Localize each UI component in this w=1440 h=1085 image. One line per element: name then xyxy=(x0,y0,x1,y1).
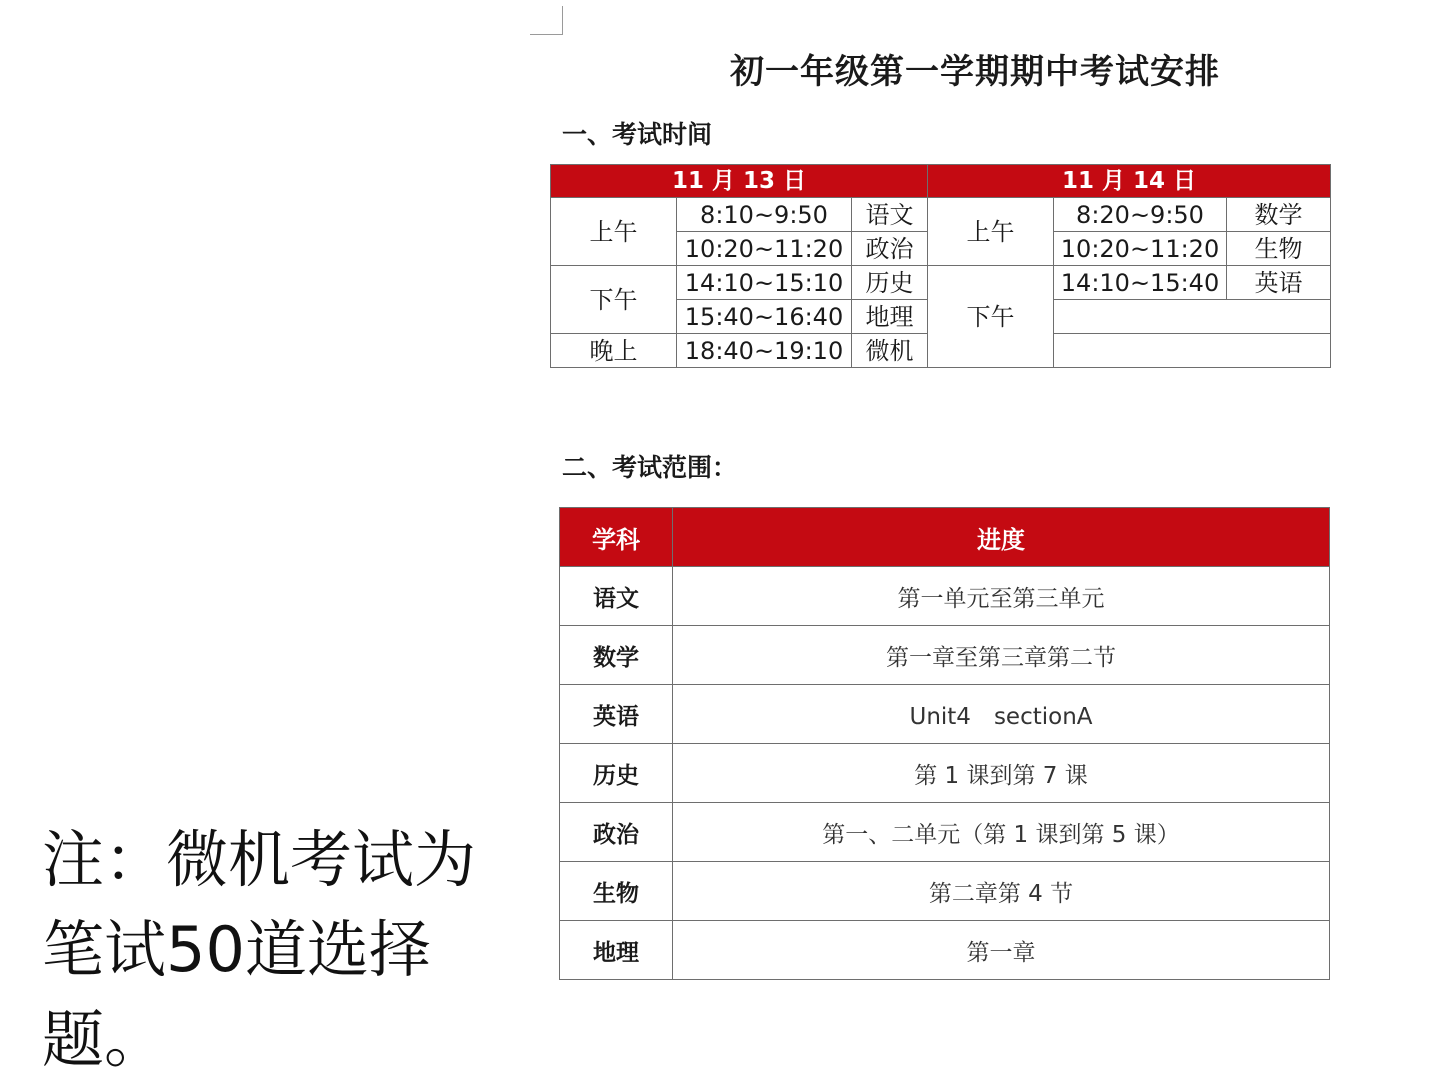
schedule-empty-cell xyxy=(1054,334,1331,368)
scope-subject: 政治 xyxy=(560,803,673,862)
scope-progress: 第一、二单元（第 1 课到第 5 课） xyxy=(673,803,1330,862)
day1-afternoon-label: 下午 xyxy=(551,266,677,334)
table-row xyxy=(560,803,1330,862)
schedule-subject: 地理 xyxy=(852,300,928,334)
scope-header-subject: 学科 xyxy=(560,508,673,567)
schedule-subject: 政治 xyxy=(852,232,928,266)
scope-progress: 第一章至第三章第二节 xyxy=(673,626,1330,685)
exam-schedule-table xyxy=(550,164,1331,368)
schedule-time: 14:10~15:40 xyxy=(1054,266,1227,300)
schedule-subject: 微机 xyxy=(852,334,928,368)
schedule-subject: 生物 xyxy=(1227,232,1331,266)
side-note xyxy=(42,815,542,1085)
day1-date: 11 月 13 日 xyxy=(551,165,928,198)
side-note-line1: 注：微机考试为 xyxy=(42,823,477,896)
scope-progress: 第 1 课到第 7 课 xyxy=(673,744,1330,803)
scope-progress: Unit4 sectionA xyxy=(673,685,1330,744)
scope-subject: 语文 xyxy=(560,567,673,626)
schedule-row xyxy=(551,198,1331,232)
schedule-time: 18:40~19:10 xyxy=(677,334,852,368)
scope-progress: 第二章第 4 节 xyxy=(673,862,1330,921)
schedule-time: 10:20~11:20 xyxy=(677,232,852,266)
scope-subject: 历史 xyxy=(560,744,673,803)
scope-header-row xyxy=(560,508,1330,567)
side-note-line2: 笔试50道选择题。 xyxy=(42,913,431,1076)
schedule-time: 15:40~16:40 xyxy=(677,300,852,334)
schedule-subject: 语文 xyxy=(852,198,928,232)
day1-evening-label: 晚上 xyxy=(551,334,677,368)
table-row xyxy=(560,862,1330,921)
section-heading-exam-scope: 二、考试范围： xyxy=(562,453,738,482)
day1-morning-label: 上午 xyxy=(551,198,677,266)
day2-date: 11 月 14 日 xyxy=(928,165,1331,198)
schedule-time: 14:10~15:10 xyxy=(677,266,852,300)
page-corner-mark xyxy=(530,6,563,35)
schedule-time: 10:20~11:20 xyxy=(1054,232,1227,266)
scope-progress: 第一章 xyxy=(673,921,1330,980)
schedule-subject: 数学 xyxy=(1227,198,1331,232)
scope-subject: 生物 xyxy=(560,862,673,921)
scope-header-progress: 进度 xyxy=(673,508,1330,567)
schedule-subject: 英语 xyxy=(1227,266,1331,300)
exam-scope-table xyxy=(559,507,1330,980)
schedule-row xyxy=(551,266,1331,300)
schedule-time: 8:10~9:50 xyxy=(677,198,852,232)
schedule-empty-cell xyxy=(1054,300,1331,334)
scope-progress: 第一单元至第三单元 xyxy=(673,567,1330,626)
page-title: 初一年级第一学期期中考试安排 xyxy=(730,52,1220,92)
schedule-subject: 历史 xyxy=(852,266,928,300)
schedule-time: 8:20~9:50 xyxy=(1054,198,1227,232)
table-row xyxy=(560,626,1330,685)
day2-morning-label: 上午 xyxy=(928,198,1054,266)
scope-subject: 英语 xyxy=(560,685,673,744)
day2-afternoon-label: 下午 xyxy=(928,266,1054,368)
table-row xyxy=(560,567,1330,626)
schedule-header-row xyxy=(551,165,1331,198)
table-row xyxy=(560,685,1330,744)
table-row xyxy=(560,744,1330,803)
scope-subject: 地理 xyxy=(560,921,673,980)
scope-subject: 数学 xyxy=(560,626,673,685)
table-row xyxy=(560,921,1330,980)
section-heading-exam-time: 一、考试时间 xyxy=(562,120,713,149)
